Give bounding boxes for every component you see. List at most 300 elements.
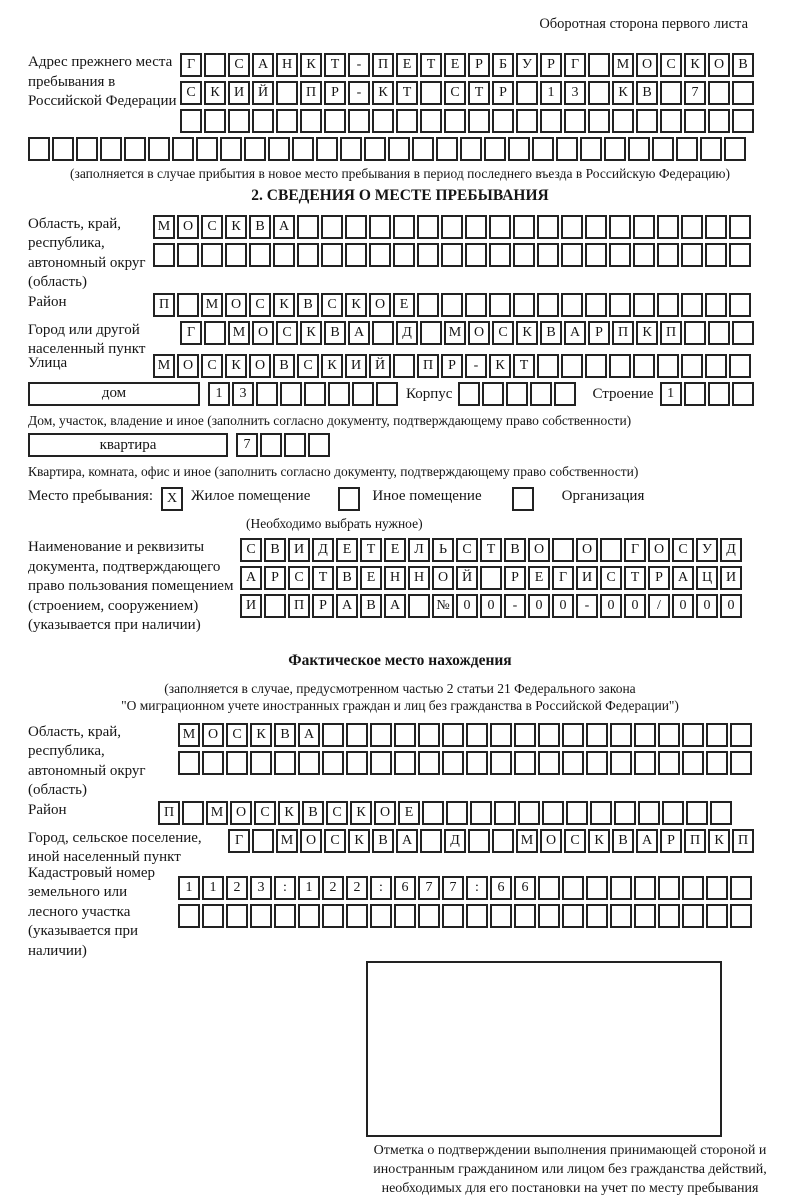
char-cell: [518, 801, 540, 825]
char-cell: [532, 137, 554, 161]
char-cell: В: [336, 566, 358, 590]
region-row-1: [153, 215, 753, 239]
char-cell: [340, 137, 362, 161]
char-cell: К: [348, 829, 370, 853]
char-cell: [684, 382, 706, 406]
char-cell: Й: [252, 81, 274, 105]
cadastre-block: [28, 864, 772, 962]
char-cell: Т: [360, 538, 382, 562]
char-cell: С: [201, 215, 223, 239]
city-row: [180, 321, 756, 345]
char-cell: [657, 354, 679, 378]
char-cell: [372, 109, 394, 133]
char-cell: [280, 382, 302, 406]
char-cell: 0: [456, 594, 478, 618]
char-cell: [441, 243, 463, 267]
char-cell: К: [321, 354, 343, 378]
char-cell: О: [177, 215, 199, 239]
char-cell: С: [240, 538, 262, 562]
char-cell: [556, 137, 578, 161]
char-cell: [458, 382, 480, 406]
char-cell: [681, 293, 703, 317]
char-cell: 7: [236, 433, 258, 457]
other-premises-checkbox[interactable]: [338, 487, 362, 511]
char-cell: [178, 751, 200, 775]
char-cell: [561, 215, 583, 239]
char-cell: 0: [552, 594, 574, 618]
char-cell: [612, 109, 634, 133]
char-cell: [465, 215, 487, 239]
char-cell: [324, 109, 346, 133]
street-label: Улица: [28, 354, 68, 371]
al-region-row-1: [178, 723, 754, 747]
char-cell: 0: [600, 594, 622, 618]
char-cell: [276, 109, 298, 133]
prev-address-row-2: [180, 81, 756, 105]
char-cell: [252, 829, 274, 853]
char-cell: [590, 801, 612, 825]
char-cell: [465, 243, 487, 267]
char-cell: [369, 215, 391, 239]
char-cell: П: [660, 321, 682, 345]
char-cell: Т: [312, 566, 334, 590]
apartment-caption: Квартира, комната, офис и иное (заполнить согласно документу, подтверждающему право собственности): [28, 464, 639, 480]
char-cell: С: [326, 801, 348, 825]
char-cell: [634, 751, 656, 775]
char-cell: С: [201, 354, 223, 378]
char-cell: [444, 109, 466, 133]
char-cell: [346, 904, 368, 928]
char-cell: И: [228, 81, 250, 105]
char-cell: [561, 293, 583, 317]
char-cell: [586, 751, 608, 775]
char-cell: -: [576, 594, 598, 618]
char-cell: 1: [208, 382, 230, 406]
char-cell: 0: [480, 594, 502, 618]
actual-location-caption-2: "О миграционном учете иностранных граждан и лиц без гражданства в Российской Федерации"): [121, 698, 679, 714]
char-cell: С: [249, 293, 271, 317]
char-cell: Б: [492, 53, 514, 77]
char-cell: Т: [480, 538, 502, 562]
char-cell: [376, 382, 398, 406]
char-cell: /: [648, 594, 670, 618]
page-side-note: Оборотная сторона первого листа: [539, 16, 748, 32]
char-cell: О: [374, 801, 396, 825]
apartment-type-box: квартира: [28, 433, 228, 457]
char-cell: [705, 243, 727, 267]
char-cell: [588, 81, 610, 105]
char-cell: И: [576, 566, 598, 590]
char-cell: П: [684, 829, 706, 853]
char-cell: [204, 53, 226, 77]
other-premises-label: Иное помещение: [372, 487, 482, 504]
char-cell: Г: [180, 321, 202, 345]
char-cell: [284, 433, 306, 457]
char-cell: [297, 215, 319, 239]
char-cell[interactable]: X: [161, 487, 183, 511]
char-cell: [465, 293, 487, 317]
char-cell: :: [274, 876, 296, 900]
char-cell: [394, 751, 416, 775]
apartment-number-cells: [236, 433, 332, 457]
char-cell: К: [300, 53, 322, 77]
char-cell: [633, 354, 655, 378]
char-cell: [588, 53, 610, 77]
char-cell: [370, 904, 392, 928]
char-cell: [609, 215, 631, 239]
char-cell: О: [432, 566, 454, 590]
char-cell: [705, 354, 727, 378]
char-cell: С: [672, 538, 694, 562]
char-cell: [202, 751, 224, 775]
char-cell: [604, 137, 626, 161]
char-cell: К: [204, 81, 226, 105]
char-cell: [492, 829, 514, 853]
char-cell: [348, 109, 370, 133]
char-cell: [682, 876, 704, 900]
confirmation-caption: Отметка о подтверждении выполнения принимающей стороной и иностранным гражданином или лицом без гражданства действий, необходимых для его постановки на учет по месту пребывания: [373, 1143, 767, 1197]
char-cell: 6: [394, 876, 416, 900]
char-cell: О: [636, 53, 658, 77]
char-cell: [298, 904, 320, 928]
char-cell: [658, 876, 680, 900]
char-cell: 3: [232, 382, 254, 406]
char-cell: [466, 751, 488, 775]
char-cell: [490, 751, 512, 775]
document-row-2: [240, 566, 744, 590]
al-city-label: Город, сельское поселение, иной населенный пункт: [28, 829, 202, 866]
char-cell: [468, 109, 490, 133]
char-cell: [537, 243, 559, 267]
char-cell: [250, 751, 272, 775]
char-cell: [660, 81, 682, 105]
char-cell[interactable]: [512, 487, 534, 511]
prev-address-row-3: [180, 109, 756, 133]
char-cell: И: [240, 594, 262, 618]
char-cell: С: [324, 829, 346, 853]
korpus-cells: [458, 382, 578, 406]
char-cell: В: [612, 829, 634, 853]
char-cell: [658, 751, 680, 775]
char-cell: [489, 215, 511, 239]
char-cell: П: [158, 801, 180, 825]
char-cell: Е: [384, 538, 406, 562]
char-cell: [564, 109, 586, 133]
char-cell: М: [178, 723, 200, 747]
char-cell: [418, 904, 440, 928]
char-cell: [196, 137, 218, 161]
char-cell: [730, 723, 752, 747]
char-cell: [634, 876, 656, 900]
char-cell: [252, 109, 274, 133]
char-cell: Т: [420, 53, 442, 77]
prev-address-row-4: [28, 137, 772, 161]
char-cell: К: [273, 293, 295, 317]
street-block: [28, 354, 772, 382]
char-cell: С: [276, 321, 298, 345]
char-cell: [489, 243, 511, 267]
char-cell: [658, 723, 680, 747]
char-cell: С: [254, 801, 276, 825]
char-cell: 1: [540, 81, 562, 105]
char-cell: П: [153, 293, 175, 317]
char-cell: В: [372, 829, 394, 853]
house-row: [28, 382, 772, 410]
char-cell: [52, 137, 74, 161]
char-cell: -: [348, 81, 370, 105]
al-city-row: [228, 829, 756, 853]
char-cell: [482, 382, 504, 406]
char-cell: [460, 137, 482, 161]
char-cell: [681, 215, 703, 239]
char-cell: Д: [444, 829, 466, 853]
char-cell: 0: [696, 594, 718, 618]
char-cell: [732, 109, 754, 133]
char-cell: [614, 801, 636, 825]
district-row: [153, 293, 753, 317]
char-cell: [372, 321, 394, 345]
char-cell: С: [600, 566, 622, 590]
char-cell: А: [672, 566, 694, 590]
char-cell: [322, 904, 344, 928]
char-cell: [446, 801, 468, 825]
char-cell: Р: [504, 566, 526, 590]
char-cell: 1: [178, 876, 200, 900]
char-cell: П: [612, 321, 634, 345]
char-cell: [322, 723, 344, 747]
char-cell: [417, 293, 439, 317]
char-cell: К: [225, 354, 247, 378]
char-cell: [202, 904, 224, 928]
char-cell: Р: [492, 81, 514, 105]
char-cell: А: [240, 566, 262, 590]
char-cell: [484, 137, 506, 161]
house-number-cells: [208, 382, 400, 406]
char-cell: [364, 137, 386, 161]
char-cell: С: [226, 723, 248, 747]
stroenie-label: Строение: [592, 385, 654, 402]
char-cell: [729, 243, 751, 267]
char-cell: [292, 137, 314, 161]
prev-address-caption: (заполняется в случае прибытия в новое место пребывания в период последнего въезда в Российскую Федерацию): [69, 166, 731, 181]
char-cell: [480, 566, 502, 590]
char-cell: [732, 382, 754, 406]
char-cell: Р: [468, 53, 490, 77]
char-cell: [562, 904, 584, 928]
char-cell: [700, 137, 722, 161]
al-region-label: Область, край, республика, автономный округ (область): [28, 723, 146, 799]
char-cell: О: [252, 321, 274, 345]
char-cell: [562, 876, 584, 900]
region-label: Область, край, республика, автономный округ (область): [28, 215, 146, 291]
char-cell: [634, 723, 656, 747]
char-cell: К: [250, 723, 272, 747]
char-cell: [273, 243, 295, 267]
char-cell: [204, 321, 226, 345]
residential-checkbox[interactable]: [161, 487, 185, 511]
char-cell: [732, 321, 754, 345]
char-cell: [466, 904, 488, 928]
char-cell: [322, 751, 344, 775]
char-cell: [370, 751, 392, 775]
char-cell: [514, 751, 536, 775]
char-cell: [396, 109, 418, 133]
char-cell: В: [540, 321, 562, 345]
char-cell: [442, 723, 464, 747]
char-cell: 3: [564, 81, 586, 105]
char-cell: [268, 137, 290, 161]
char-cell: 0: [672, 594, 694, 618]
char-cell: [537, 293, 559, 317]
char-cell: И: [288, 538, 310, 562]
char-cell: О: [576, 538, 598, 562]
char-cell: 0: [624, 594, 646, 618]
char-cell: [705, 215, 727, 239]
char-cell: Е: [528, 566, 550, 590]
stay-type-prefix: Место пребывания:: [28, 487, 153, 504]
char-cell: [710, 801, 732, 825]
char-cell: [676, 137, 698, 161]
char-cell: [316, 137, 338, 161]
char-cell: [588, 109, 610, 133]
cadastre-label: Кадастровый номер земельного или лесного участка (указывается при наличии): [28, 864, 155, 959]
char-cell: [442, 751, 464, 775]
char-cell: [420, 829, 442, 853]
char-cell: О: [249, 354, 271, 378]
char-cell: [580, 137, 602, 161]
char-cell: С: [456, 538, 478, 562]
char-cell: [566, 801, 588, 825]
char-cell: [561, 243, 583, 267]
char-cell: [609, 354, 631, 378]
char-cell: Р: [264, 566, 286, 590]
char-cell: А: [384, 594, 406, 618]
char-cell[interactable]: [338, 487, 360, 511]
char-cell: [180, 109, 202, 133]
char-cell: Г: [624, 538, 646, 562]
char-cell: [554, 382, 576, 406]
char-cell: [633, 293, 655, 317]
char-cell: М: [201, 293, 223, 317]
char-cell: [370, 723, 392, 747]
char-cell: 0: [528, 594, 550, 618]
char-cell: [610, 751, 632, 775]
char-cell: А: [396, 829, 418, 853]
char-cell: Т: [513, 354, 535, 378]
char-cell: А: [252, 53, 274, 77]
char-cell: О: [540, 829, 562, 853]
char-cell: М: [153, 354, 175, 378]
actual-location-title: Фактическое место нахождения: [288, 651, 512, 669]
char-cell: В: [264, 538, 286, 562]
char-cell: 2: [226, 876, 248, 900]
char-cell: С: [564, 829, 586, 853]
char-cell: В: [249, 215, 271, 239]
char-cell: К: [350, 801, 372, 825]
char-cell: [586, 904, 608, 928]
char-cell: [538, 904, 560, 928]
prev-address-block: [28, 53, 772, 137]
char-cell: [153, 243, 175, 267]
char-cell: [708, 109, 730, 133]
char-cell: [684, 321, 706, 345]
char-cell: [634, 904, 656, 928]
char-cell: [436, 137, 458, 161]
char-cell: О: [648, 538, 670, 562]
char-cell: [516, 81, 538, 105]
char-cell: Р: [312, 594, 334, 618]
char-cell: [226, 904, 248, 928]
char-cell: [442, 904, 464, 928]
char-cell: Н: [276, 53, 298, 77]
char-cell: [686, 801, 708, 825]
char-cell: В: [274, 723, 296, 747]
char-cell: В: [732, 53, 754, 77]
char-cell: [124, 137, 146, 161]
char-cell: [638, 801, 660, 825]
organization-checkbox[interactable]: [512, 487, 536, 511]
char-cell: М: [612, 53, 634, 77]
char-cell: [585, 215, 607, 239]
char-cell: [345, 215, 367, 239]
char-cell: А: [564, 321, 586, 345]
char-cell: Е: [336, 538, 358, 562]
char-cell: [682, 723, 704, 747]
char-cell: [506, 382, 528, 406]
char-cell: Г: [564, 53, 586, 77]
char-cell: [220, 137, 242, 161]
char-cell: [586, 876, 608, 900]
char-cell: [418, 751, 440, 775]
char-cell: Т: [396, 81, 418, 105]
char-cell: [513, 215, 535, 239]
char-cell: А: [348, 321, 370, 345]
char-cell: [256, 382, 278, 406]
char-cell: К: [684, 53, 706, 77]
char-cell: [394, 723, 416, 747]
char-cell: [274, 751, 296, 775]
char-cell: [706, 751, 728, 775]
char-cell: [345, 243, 367, 267]
prev-address-row-1: [180, 53, 756, 77]
char-cell: [729, 215, 751, 239]
char-cell: [388, 137, 410, 161]
document-row-3: [240, 594, 744, 618]
char-cell: [681, 243, 703, 267]
char-cell: [420, 321, 442, 345]
char-cell: Л: [408, 538, 430, 562]
char-cell: [657, 243, 679, 267]
char-cell: [682, 904, 704, 928]
char-cell: [708, 321, 730, 345]
char-cell: В: [302, 801, 324, 825]
document-row-1: [240, 538, 744, 562]
char-cell: Д: [396, 321, 418, 345]
char-cell: С: [660, 53, 682, 77]
char-cell: -: [504, 594, 526, 618]
char-cell: [706, 904, 728, 928]
char-cell: 6: [514, 876, 536, 900]
char-cell: [724, 137, 746, 161]
char-cell: [514, 723, 536, 747]
char-cell: [610, 904, 632, 928]
char-cell: 7: [684, 81, 706, 105]
al-region-row-2: [178, 751, 754, 775]
district-block: [28, 293, 772, 321]
char-cell: Г: [228, 829, 250, 853]
char-cell: П: [732, 829, 754, 853]
char-cell: [177, 293, 199, 317]
